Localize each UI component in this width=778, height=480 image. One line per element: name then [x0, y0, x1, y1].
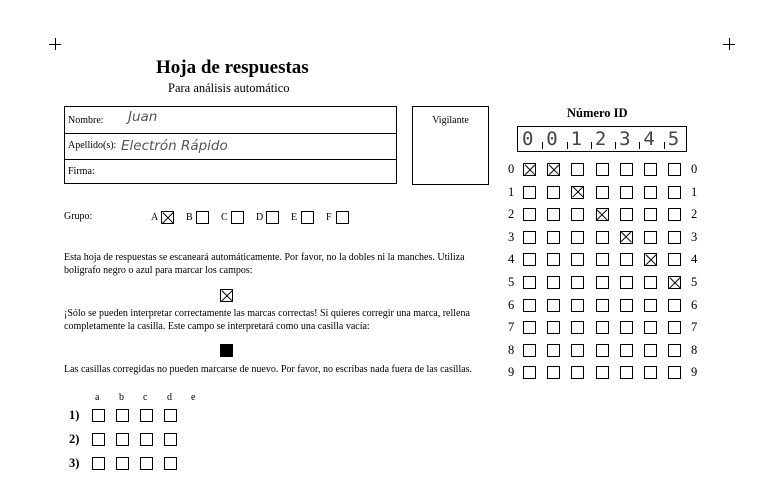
- id-digit-checkbox[interactable]: [547, 366, 560, 379]
- group-option-checkbox[interactable]: [161, 211, 174, 224]
- id-row-label-right: 3: [691, 229, 698, 244]
- id-digit-checkbox[interactable]: [523, 163, 536, 176]
- id-digit-checkbox[interactable]: [668, 276, 681, 289]
- registration-mark-right: [723, 38, 735, 50]
- id-digit: 0: [546, 128, 558, 150]
- group-option-checkbox[interactable]: [336, 211, 349, 224]
- question-number: 3): [69, 456, 80, 470]
- answer-column-header: d: [167, 392, 172, 403]
- answer-checkbox[interactable]: [92, 457, 105, 470]
- example-filled-box: [220, 344, 233, 357]
- id-digit-checkbox[interactable]: [668, 163, 681, 176]
- id-digit: 3: [619, 128, 631, 150]
- answer-checkbox[interactable]: [92, 433, 105, 446]
- id-digit-checkbox[interactable]: [571, 344, 584, 357]
- id-digit-checkbox[interactable]: [644, 253, 657, 266]
- instruction-2-line-2: completamente la casilla. Este campo se interpretará como una casilla vacía:: [64, 321, 370, 332]
- id-digit-checkbox[interactable]: [523, 344, 536, 357]
- question-number: 2): [69, 432, 80, 446]
- group-option-checkbox[interactable]: [196, 211, 209, 224]
- id-row-label-left: 0: [508, 162, 515, 176]
- answer-checkbox[interactable]: [116, 457, 129, 470]
- signature-label: Firma:: [68, 166, 95, 177]
- answer-column-header: b: [119, 392, 124, 403]
- example-marked-box: [220, 289, 233, 302]
- id-digit-checkbox[interactable]: [547, 208, 560, 221]
- group-option-checkbox[interactable]: [301, 211, 314, 224]
- id-digit-checkbox[interactable]: [644, 231, 657, 244]
- id-digit-checkbox[interactable]: [547, 344, 560, 357]
- id-digit-separator: [542, 142, 543, 149]
- name-value[interactable]: Juan: [128, 109, 158, 125]
- id-digit-checkbox[interactable]: [596, 344, 609, 357]
- signature-row[interactable]: [65, 160, 396, 183]
- answer-checkbox[interactable]: [140, 433, 153, 446]
- group-option-label: F: [326, 212, 332, 223]
- id-digit-checkbox[interactable]: [620, 366, 633, 379]
- id-digit-checkbox[interactable]: [644, 321, 657, 334]
- answer-checkbox[interactable]: [140, 457, 153, 470]
- group-option-checkbox[interactable]: [266, 211, 279, 224]
- id-row-label-left: 2: [508, 207, 515, 222]
- id-digit-separator: [591, 142, 592, 149]
- id-digit-checkbox[interactable]: [620, 253, 633, 266]
- id-digit-checkbox[interactable]: [620, 299, 633, 312]
- group-option-label: B: [186, 212, 193, 223]
- group-option-label: D: [256, 212, 264, 223]
- id-row-label-right: 6: [691, 297, 698, 312]
- id-digit-checkbox[interactable]: [571, 186, 584, 199]
- id-digit-checkbox[interactable]: [547, 231, 560, 244]
- id-digit: 5: [667, 128, 680, 150]
- group-option-label: A: [151, 212, 159, 223]
- id-row-label-left: 5: [508, 275, 515, 289]
- surname-value[interactable]: Electrón Rápido: [121, 138, 228, 154]
- id-row-label-left: 9: [508, 365, 515, 380]
- answer-checkbox[interactable]: [164, 409, 177, 422]
- id-digit-checkbox[interactable]: [523, 253, 536, 266]
- id-row-label-left: 1: [508, 184, 515, 199]
- page-subtitle: Para análisis automático: [168, 81, 290, 95]
- group-option-label: C: [221, 212, 228, 223]
- supervisor-label: Vigilante: [432, 115, 469, 126]
- id-digit-checkbox[interactable]: [620, 208, 633, 221]
- id-digit-checkbox[interactable]: [644, 186, 657, 199]
- id-digit-checkbox[interactable]: [668, 366, 681, 379]
- id-digit-checkbox[interactable]: [620, 321, 633, 334]
- id-digit-checkbox[interactable]: [620, 231, 633, 244]
- id-row-label-right: 1: [691, 184, 698, 199]
- id-digit-separator: [639, 142, 640, 149]
- id-digit-checkbox[interactable]: [523, 231, 536, 244]
- id-digit-checkbox[interactable]: [523, 321, 536, 334]
- id-digit-checkbox[interactable]: [547, 299, 560, 312]
- answer-column-header: e: [191, 392, 196, 403]
- id-row-label-left: 6: [508, 297, 515, 312]
- id-digit-checkbox[interactable]: [571, 208, 584, 221]
- id-digit-checkbox[interactable]: [596, 299, 609, 312]
- id-digit-checkbox[interactable]: [668, 186, 681, 199]
- id-digit-checkbox[interactable]: [571, 253, 584, 266]
- id-digit-checkbox[interactable]: [547, 253, 560, 266]
- id-digit-checkbox[interactable]: [596, 276, 609, 289]
- id-row-label-right: 7: [691, 320, 698, 335]
- id-row-label-right: 0: [691, 162, 698, 176]
- page-title: Hoja de respuestas: [156, 57, 309, 78]
- surname-row[interactable]: [65, 134, 396, 160]
- group-label: Grupo:: [64, 211, 93, 222]
- id-digit-checkbox[interactable]: [644, 276, 657, 289]
- id-digit-checkbox[interactable]: [620, 344, 633, 357]
- id-digit-box: [517, 126, 687, 152]
- id-digit-checkbox[interactable]: [523, 366, 536, 379]
- instruction-1-line-1: Esta hoja de respuestas se escaneará automáticamente. Por favor, no la dobles ni la manches. Utiliza: [64, 252, 465, 263]
- id-digit-checkbox[interactable]: [620, 276, 633, 289]
- id-digit-checkbox[interactable]: [668, 344, 681, 357]
- group-option-label: E: [291, 212, 298, 223]
- id-digit-checkbox[interactable]: [644, 208, 657, 221]
- id-title: Número ID: [567, 106, 628, 120]
- id-row-label-right: 8: [691, 342, 698, 357]
- id-digit-checkbox[interactable]: [668, 321, 681, 334]
- id-digit-separator: [567, 142, 568, 149]
- id-digit-checkbox[interactable]: [523, 186, 536, 199]
- id-digit-checkbox[interactable]: [668, 231, 681, 244]
- id-row-label-left: 7: [508, 320, 515, 335]
- instruction-3: Las casillas corregidas no pueden marcarse de nuevo. Por favor, no escribas nada fuera de las casillas.: [64, 364, 473, 375]
- id-row-label-right: 4: [691, 252, 698, 267]
- id-digit: 1: [570, 128, 583, 150]
- id-digit-checkbox[interactable]: [571, 366, 584, 379]
- id-digit-checkbox[interactable]: [596, 186, 609, 199]
- id-digit-separator: [664, 142, 665, 149]
- id-digit-checkbox[interactable]: [523, 208, 536, 221]
- id-row-label-left: 3: [508, 229, 515, 244]
- id-digit-checkbox[interactable]: [596, 208, 609, 221]
- id-digit: 2: [594, 128, 607, 150]
- id-digit-checkbox[interactable]: [644, 163, 657, 176]
- id-digit-checkbox[interactable]: [620, 163, 633, 176]
- id-digit: 0: [522, 128, 534, 150]
- id-digit-checkbox[interactable]: [668, 208, 681, 221]
- id-digit-checkbox[interactable]: [596, 321, 609, 334]
- group-option-checkbox[interactable]: [231, 211, 244, 224]
- personal-info-box: [64, 106, 397, 184]
- id-row-label-left: 8: [508, 342, 515, 357]
- answer-column-header: a: [95, 392, 100, 403]
- answer-checkbox[interactable]: [116, 409, 129, 422]
- answer-checkbox[interactable]: [164, 457, 177, 470]
- id-digit-checkbox[interactable]: [571, 231, 584, 244]
- answer-column-header: c: [143, 392, 148, 403]
- instruction-2-line-1: ¡Sólo se pueden interpretar correctamente las marcas correctas! Si quieres corregir una marca, rellena: [64, 308, 470, 319]
- id-digit-checkbox[interactable]: [547, 276, 560, 289]
- id-digit-separator: [615, 142, 616, 149]
- id-digit-checkbox[interactable]: [547, 186, 560, 199]
- id-digit-checkbox[interactable]: [571, 299, 584, 312]
- instruction-1-line-2: bolígrafo negro o azul para marcar los campos:: [64, 265, 253, 276]
- answer-checkbox[interactable]: [116, 433, 129, 446]
- surname-label: Apellido(s):: [68, 140, 117, 151]
- id-digit-checkbox[interactable]: [620, 186, 633, 199]
- id-row-label-right: 2: [691, 207, 698, 222]
- id-digit-checkbox[interactable]: [571, 276, 584, 289]
- id-digit-checkbox[interactable]: [547, 321, 560, 334]
- id-row-label-left: 4: [508, 252, 515, 267]
- id-digit-checkbox[interactable]: [644, 299, 657, 312]
- answer-checkbox[interactable]: [92, 409, 105, 422]
- id-row-label-right: 5: [691, 275, 698, 289]
- id-digit-checkbox[interactable]: [523, 299, 536, 312]
- id-digit-checkbox[interactable]: [547, 163, 560, 176]
- name-row[interactable]: [65, 107, 396, 134]
- id-digit-checkbox[interactable]: [596, 231, 609, 244]
- id-digit-checkbox[interactable]: [644, 344, 657, 357]
- registration-mark-left: [49, 38, 61, 50]
- answer-checkbox[interactable]: [140, 409, 153, 422]
- name-label: Nombre:: [68, 115, 104, 126]
- id-digit-checkbox[interactable]: [596, 366, 609, 379]
- id-digit-checkbox[interactable]: [571, 321, 584, 334]
- supervisor-box[interactable]: [412, 106, 489, 185]
- id-digit-checkbox[interactable]: [668, 253, 681, 266]
- id-digit-checkbox[interactable]: [668, 299, 681, 312]
- id-digit-checkbox[interactable]: [571, 163, 584, 176]
- answer-checkbox[interactable]: [164, 433, 177, 446]
- instruction-2: [64, 307, 494, 333]
- id-digit: 4: [643, 128, 655, 150]
- instruction-1: [64, 251, 494, 277]
- id-row-label-right: 9: [691, 365, 698, 380]
- id-digit-checkbox[interactable]: [523, 276, 536, 289]
- id-digit-checkbox[interactable]: [596, 163, 609, 176]
- id-digit-checkbox[interactable]: [596, 253, 609, 266]
- id-digit-checkbox[interactable]: [644, 366, 657, 379]
- question-number: 1): [69, 408, 80, 422]
